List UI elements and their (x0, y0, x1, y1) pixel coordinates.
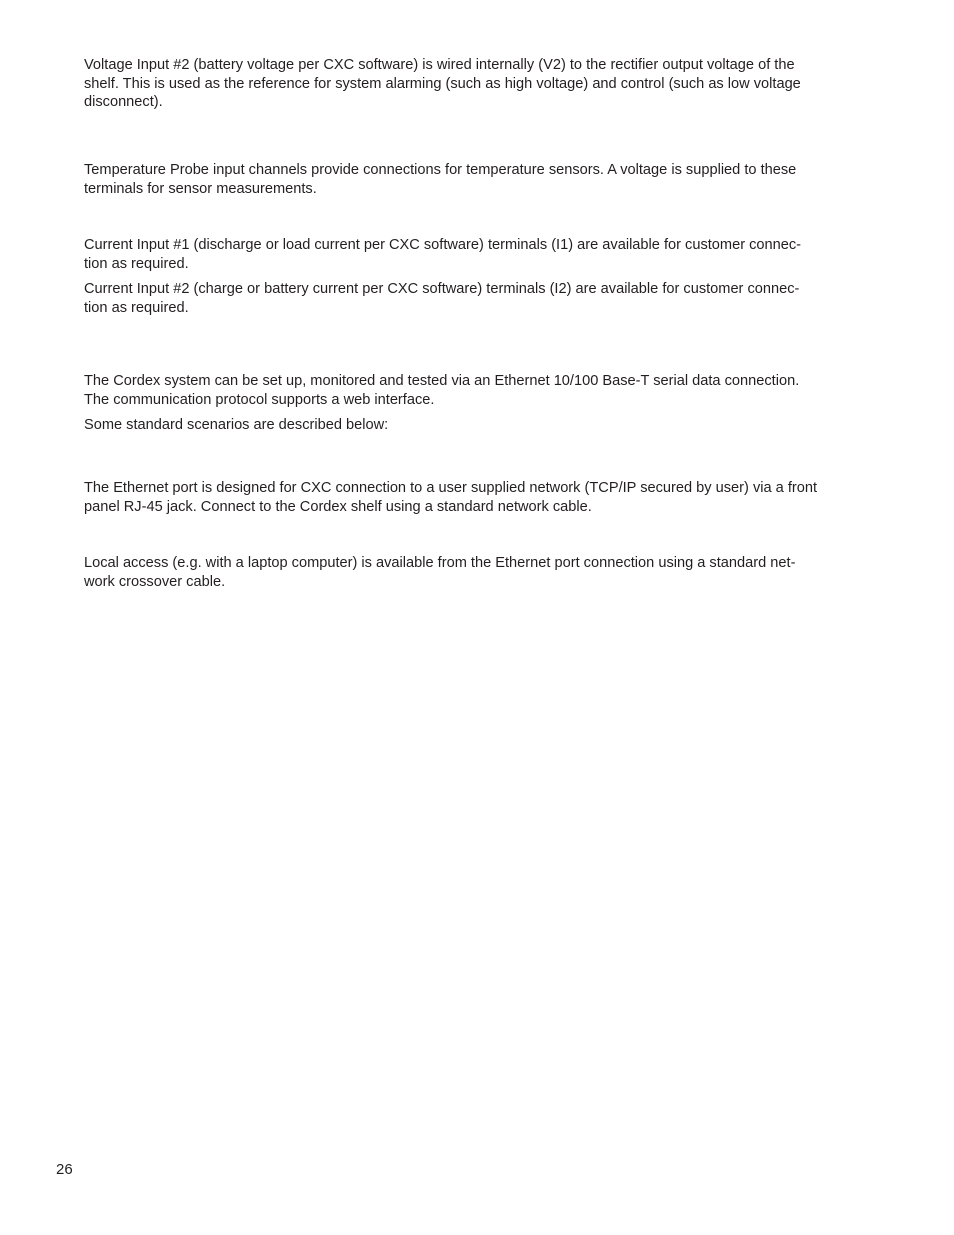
paragraph-scenarios-intro (84, 416, 874, 435)
paragraph-voltage-input-2 (84, 56, 874, 112)
text-line: Temperature Probe input channels provide connections for temperature sensors. A voltage is supplied to these (84, 162, 797, 178)
text-line: terminals for sensor measurements. (84, 180, 317, 197)
page-number: 26 (56, 1161, 73, 1178)
text-line: Current Input #2 (charge or battery current per CXC software) terminals (I2) are available for customer connec- (84, 281, 800, 297)
paragraph-current-input-2 (84, 280, 874, 317)
paragraph-ethernet-overview (84, 372, 874, 409)
paragraph-current-input-1 (84, 236, 874, 273)
paragraph-local-access (84, 554, 874, 591)
text-line: work crossover cable. (84, 573, 226, 590)
text-line: disconnect). (84, 94, 163, 110)
paragraph-network-connection (84, 479, 874, 516)
text-line: Voltage Input #2 (battery voltage per CXC software) is wired internally (V2) to the rectifier output voltage of the (84, 57, 795, 73)
text-line: The communication protocol supports a web interface. (84, 391, 435, 408)
text-line: tion as required. (84, 299, 189, 316)
text-line: panel RJ-45 jack. Connect to the Cordex shelf using a standard network cable. (84, 498, 592, 515)
text-line: Local access (e.g. with a laptop computer) is available from the Ethernet port connection using a standard net- (84, 555, 796, 571)
text-line: Some standard scenarios are described below: (84, 417, 389, 433)
text-line: tion as required. (84, 255, 189, 272)
paragraph-temperature-probe (84, 161, 874, 198)
text-line: The Cordex system can be set up, monitored and tested via an Ethernet 10/100 Base-T serial data connection. (84, 373, 800, 389)
text-line: The Ethernet port is designed for CXC connection to a user supplied network (TCP/IP secured by user) via a front (84, 480, 818, 496)
text-line: Current Input #1 (discharge or load current per CXC software) terminals (I1) are available for customer connec- (84, 237, 802, 253)
text-line: shelf. This is used as the reference for system alarming (such as high voltage) and control (such as low voltage (84, 75, 801, 92)
